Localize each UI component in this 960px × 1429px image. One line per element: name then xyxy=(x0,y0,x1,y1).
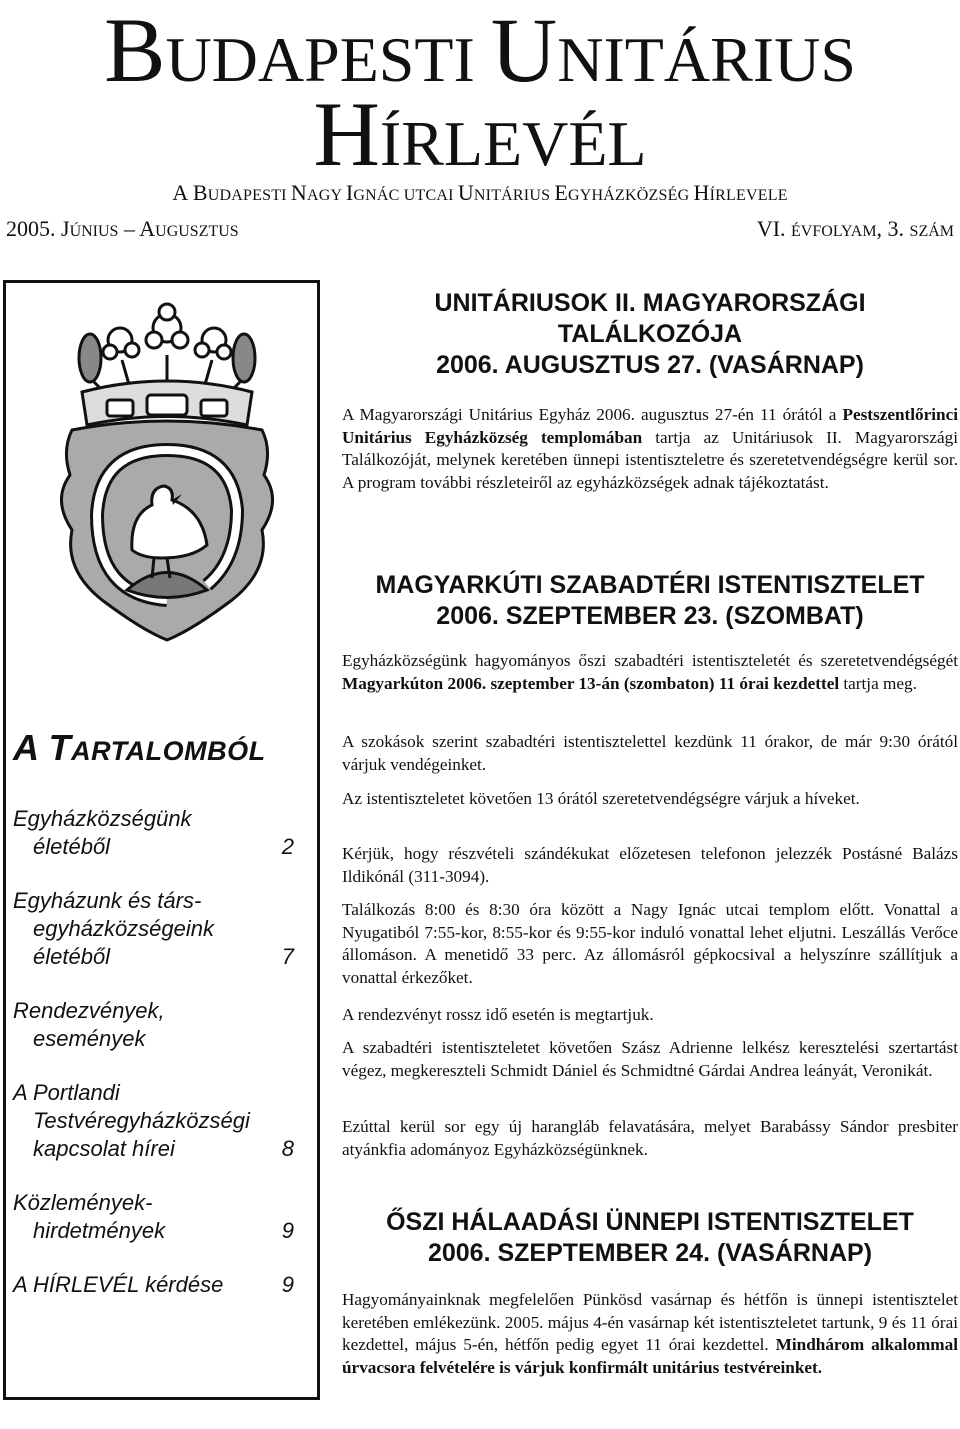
article-paragraph: Találkozás 8:00 és 8:30 óra között a Nagy Ignác utcai templom előtt. Vonattal a Nyugatiból 7:55-kor, 8:55-kor és 9:55-kor induló vonattal lehet eljutni. Leszállás Verőce állomáson. A menetidő 33 perc. Az állomásról gépkocsival a helyszínre szállítjuk a vonattal érkezőket. xyxy=(342,900,958,987)
article-paragraph: Egyházközségünk hagyományos őszi szabadtéri istentiszteletét és szeretetvendégségét Magyarkúton 2006. szeptember 13-án (szombaton) 11 órai kezdettel tartja meg. xyxy=(342,651,958,693)
article-paragraph: Hagyományainknak megfelelően Pünkösd vasárnap és hétfőn is ünnepi istentisztelet keretében emlékezünk. 2005. május 4-én vasárnap két istentiszteletet tartunk, 9 és 11 órai kezdettel, május 5-én, hétfőn pedig egyet 11 órai kezdettel. Mindhárom alkalommal úrvacsora felvételére is várjuk konfirmált unitárius testvéreinket. xyxy=(342,1290,958,1377)
masthead-title-line2: HÍRLEVÉL xyxy=(313,83,647,185)
toc-entry[interactable]: A Portlandi Testvéregyházközségi kapcsolat hírei 8 xyxy=(13,1080,294,1161)
article-paragraph: A Magyarországi Unitárius Egyház 2006. augusztus 27-én 11 órától a Pestszentlőrinci Unitárius Egyházközség templomában tartja az Unitáriusok II. Magyarországi Találkozóját, melynek keretében ünnepi istentiszteletre és szeretetvendégségre kerül sor. A program további részleteiről az egyházközségek adnak tájékoztatást. xyxy=(342,405,958,492)
toc-entry[interactable]: A HÍRLEVÉL kérdése 9 xyxy=(13,1272,294,1297)
coat-of-arms-dove-crown-icon xyxy=(42,300,292,645)
toc-page-number: 2 xyxy=(281,834,294,859)
toc-page-number: 9 xyxy=(281,1218,294,1243)
toc-heading: A TARTALOMBÓL xyxy=(13,727,266,768)
toc-page-number: 8 xyxy=(281,1136,294,1161)
article-paragraph: A rendezvényt rossz idő esetén is megtartjuk. xyxy=(342,1005,654,1024)
toc-entry[interactable]: Közlemények- hirdetmények 9 xyxy=(13,1190,294,1243)
issue-date: 2005. JÚNIUS – AUGUSZTUS xyxy=(6,216,239,241)
table-of-contents xyxy=(13,727,308,1325)
toc-page-number: 7 xyxy=(281,944,294,969)
masthead-title-line1: BUDAPESTI UNITÁRIUS xyxy=(104,0,856,101)
article-heading-magyarkut-service: MAGYARKÚTI SZABADTÉRI ISTENTISZTELET 2006. SZEPTEMBER 23. (SZOMBAT) xyxy=(375,571,925,630)
article-paragraph: Kérjük, hogy részvételi szándékukat előzetesen telefonon jelezzék Postásné Balázs Ildikónál (311-3094). xyxy=(342,844,958,886)
article-paragraph: A szabadtéri istentiszteletet követően Szász Adrienne lelkész keresztelési szertartást végez, megkereszteli Schmidt Dániel és Schmidtné Gárdai Andrea leányát, Veronikát. xyxy=(342,1038,958,1080)
article-heading-thanksgiving-service: ŐSZI HÁLAADÁSI ÜNNEPI ISTENTISZTELET 2006. SZEPTEMBER 24. (VASÁRNAP) xyxy=(386,1208,914,1267)
article-paragraph: Ezúttal kerül sor egy új harangláb felavatására, melyet Barabássy Sándor presbiter atyánkfia adományoz Egyházközségünknek. xyxy=(342,1117,958,1159)
article-paragraph: Az istentiszteletet követően 13 órától szeretetvendégségre várjuk a híveket. xyxy=(342,789,860,808)
toc-entry[interactable]: Egyházközségünk életéből 2 xyxy=(13,806,294,859)
masthead-subtitle: A BUDAPESTI NAGY IGNÁC UTCAI UNITÁRIUS EGYHÁZKÖZSÉG HÍRLEVELE xyxy=(172,180,788,205)
toc-page-number: 9 xyxy=(281,1272,294,1297)
article-paragraph: A szokások szerint szabadtéri istentisztelettel kezdünk 11 órakor, de már 9:30 órától várjuk vendégeinket. xyxy=(342,732,958,774)
toc-entry[interactable]: Rendezvények, események xyxy=(13,998,165,1051)
article-heading-unitarian-meeting: UNITÁRIUSOK II. MAGYARORSZÁGI TALÁLKOZÓJA 2006. AUGUSZTUS 27. (VASÁRNAP) xyxy=(434,289,866,379)
issue-number: VI. ÉVFOLYAM, 3. SZÁM xyxy=(756,216,954,241)
toc-entry[interactable]: Egyházunk és társ- egyházközségeink életéből 7 xyxy=(13,888,294,969)
